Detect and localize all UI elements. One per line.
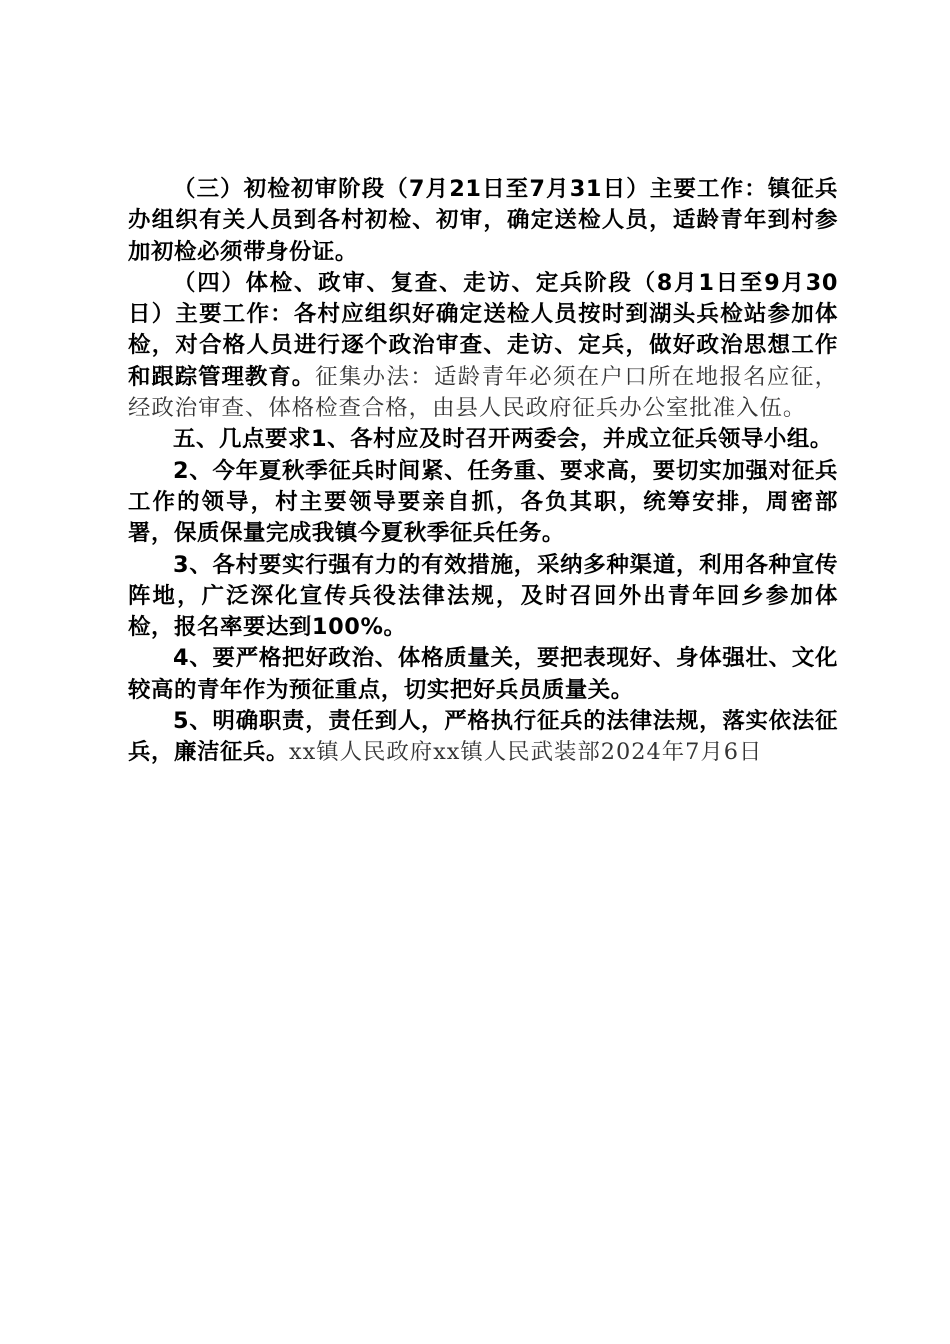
paragraph-requirements-heading <box>128 424 838 455</box>
paragraph-text: （三）初检初审阶段（7月21日至7月31日）主要工作：镇征兵办组织有关人员到各村初检、初审，确定送检人员，适龄青年到村参加初检必须带身份证。 <box>128 176 838 265</box>
paragraph-text: 五、几点要求1、各村应及时召开两委会，并成立征兵领导小组。 <box>173 426 833 453</box>
paragraph-text: 3、各村要实行强有力的有效措施，采纳多种渠道，利用各种宣传阵地，广泛深化宣传兵役法律法规，及时召回外出青年回乡参加体检，报名率要达到100%。 <box>128 551 838 641</box>
paragraph-text: 5、明确职责，责任到人，严格执行征兵的法律法规，落实依法征兵，廉洁征兵。 <box>128 708 838 766</box>
paragraph-text: 2、今年夏秋季征兵时间紧、任务重、要求高，要切实加强对征兵工作的领导，村主要领导要亲自抓，各负其职，统筹安排，周密部署，保质保量完成我镇今夏秋季征兵任务。 <box>128 457 838 547</box>
paragraph-requirement-2 <box>128 456 838 550</box>
paragraph-stage-four <box>128 268 838 424</box>
paragraph-text: （四）体检、政审、复查、走访、定兵阶段（8月1日至9月30日）主要工作：各村应组织好确定送检人员按时到湖头兵检站参加体检，对合格人员进行逐个政治审查、走访、定兵，做好政治思想工作和跟踪管理教育。 <box>128 269 838 390</box>
paragraph-requirement-3 <box>128 550 838 644</box>
paragraph-stage-three <box>128 174 838 268</box>
document-body <box>128 174 838 769</box>
paragraph-requirement-5 <box>128 706 838 769</box>
paragraph-requirement-4 <box>128 643 838 706</box>
recruitment-method-text: 征集办法：适龄青年必须在户口所在地报名应征，经政治审查、体格检查合格，由县人民政府征兵办公室批准入伍。 <box>128 363 838 422</box>
paragraph-text: 4、要严格把好政治、体格质量关，要把表现好、身体强壮、文化较高的青年作为预征重点，切实把好兵员质量关。 <box>128 645 838 703</box>
signature-and-date: xx镇人民政府xx镇人民武装部2024年7月6日 <box>288 739 763 766</box>
